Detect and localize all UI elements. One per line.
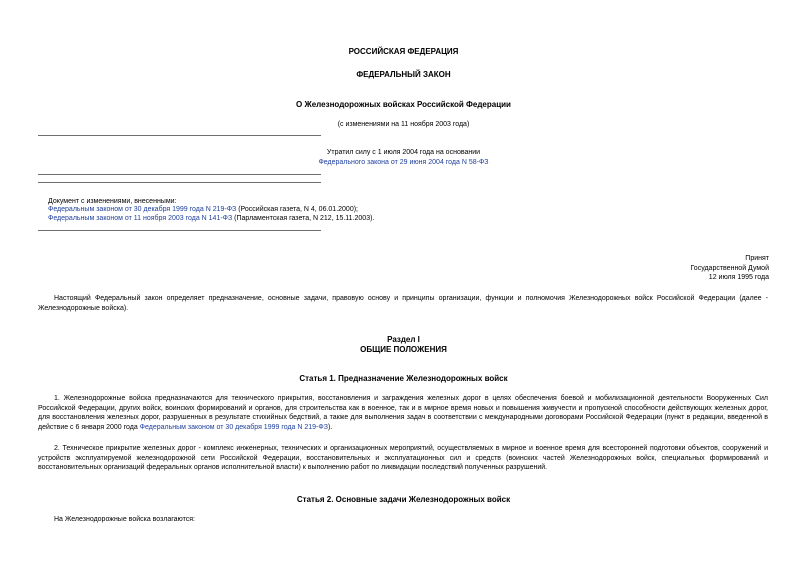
expired-notice bbox=[0, 148, 807, 158]
expiry-law-link[interactable]: Федерального закона от 29 июня 2004 года N 58-ФЗ bbox=[318, 159, 489, 166]
amendment-link-2003[interactable]: Федеральным законом от 11 ноября 2003 года N 141-ФЗ bbox=[48, 215, 233, 222]
preamble-paragraph: Настоящий Федеральный закон определяет предназначение, основные задачи, правовую основу и принципы организации, функции и полномочия Железнодорожных войск Российской Федерации (далее - Железнодорожные войска). bbox=[38, 295, 768, 312]
article-2-paragraph-1: На Железнодорожные войска возлагаются: bbox=[54, 516, 195, 523]
change-item-1-source: (Российская газета, N 4, 06.01.2000); bbox=[236, 206, 358, 213]
article-1-p1-end: ). bbox=[327, 423, 333, 431]
adopted-by: Государственной Думой bbox=[690, 264, 769, 272]
article-1-amendment-link[interactable]: Федеральным законом от 30 декабря 1999 года N 219-ФЗ bbox=[139, 423, 328, 431]
law-title: О Железнодорожных войсках Российской Федерации bbox=[296, 100, 511, 109]
divider-line bbox=[38, 135, 321, 136]
article-1-paragraph-2: 2. Техническое прикрытие железных дорог - комплекс инженерных, технических и организационных мероприятий, осуществляемых в мирное и военное время для всесторонней подготовки объектов, сооружений и устройств эксплуатируемой железнодорожной сети Российской Федерации, восстановительных и эксплуатационных сил и средств (воинских частей Железнодорожных войск, специальных формирований и восстановительных организаций федеральных органов исполнительной власти) к выполнению работ по ликвидации последствий полученных разрушений. bbox=[38, 445, 768, 471]
amendment-link-1999[interactable]: Федеральным законом от 30 декабря 1999 года N 219-ФЗ bbox=[48, 206, 237, 213]
expired-text: Утратил силу с 1 июля 2004 года на основании bbox=[326, 149, 481, 156]
article-2-title: Статья 2. Основные задачи Железнодорожных войск bbox=[296, 495, 511, 504]
adopted-date: 12 июля 1995 года bbox=[708, 274, 769, 281]
article-1-p1-text: 1. Железнодорожные войска предназначаются для технического прикрытия, восстановления и заграждения железных дорог в целях обеспечения боевой и мобилизационной деятельности Вооруженных Сил Российской Федерации, других войск, воинских формирований и органов, для строительства как в военное, так и в мирное время новых и повышения живучести и пропускной способности действующих железных дорог, для восстановления железных дорог, разрушенных в результате стихийных бедствий, а также для выполнения задач в соответствии с международными договорами Российской Федерации (пункт в редакции, введенной в действие с 6 января 2000 года bbox=[38, 395, 768, 431]
country-heading: РОССИЙСКАЯ ФЕДЕРАЦИЯ bbox=[348, 47, 459, 56]
expired-basis bbox=[0, 158, 807, 168]
article-1-paragraph-1 bbox=[38, 394, 768, 432]
doc-type-heading: ФЕДЕРАЛЬНЫЙ ЗАКОН bbox=[356, 70, 451, 79]
change-item-2 bbox=[48, 214, 374, 224]
change-item-2-source: (Парламентская газета, N 212, 15.11.2003). bbox=[232, 215, 375, 222]
changes-intro: Документ с изменениями, внесенными: bbox=[48, 198, 177, 205]
section-name: ОБЩИЕ ПОЛОЖЕНИЯ bbox=[360, 345, 447, 354]
adopted-label: Принят bbox=[745, 255, 769, 262]
adoption-block bbox=[690, 254, 769, 283]
section-number: Раздел I bbox=[387, 335, 420, 344]
article-1-title: Статья 1. Предназначение Железнодорожных войск bbox=[299, 374, 508, 383]
divider-line bbox=[38, 230, 321, 231]
divider-line bbox=[38, 174, 321, 175]
divider-line bbox=[38, 182, 321, 183]
amendment-note: (с изменениями на 11 ноября 2003 года) bbox=[337, 121, 470, 128]
